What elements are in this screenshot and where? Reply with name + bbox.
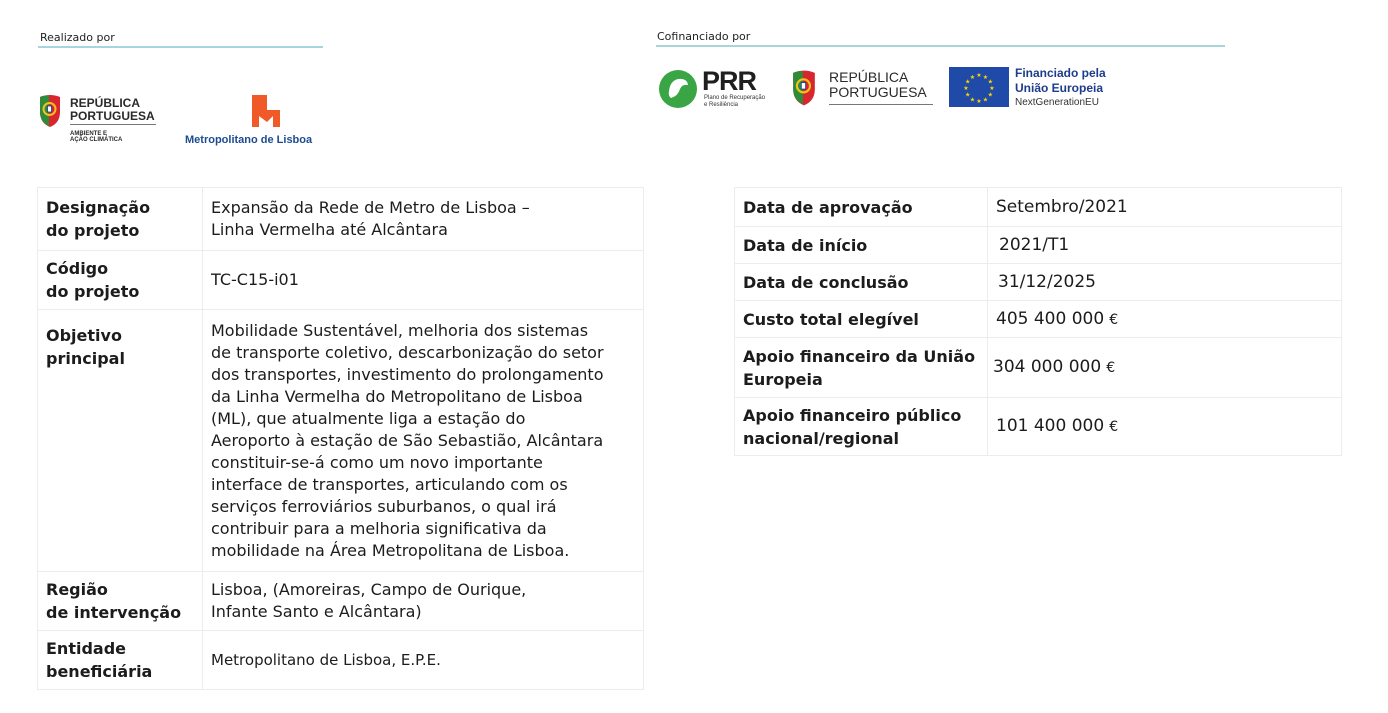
eu-funding-logo <box>949 66 1119 112</box>
table-row <box>38 631 644 690</box>
entidade-label: Entidade beneficiária <box>38 631 203 690</box>
project-details-table <box>37 187 644 690</box>
data-inicio-value: 2021/T1 <box>988 227 1342 264</box>
apoio-ue-cell <box>988 338 1342 398</box>
data-conclusao-value: 31/12/2025 <box>988 264 1342 301</box>
portuguese-shield-icon <box>38 94 62 128</box>
custo-total-value: 405 400 000 <box>996 308 1105 329</box>
custo-total-cell <box>988 301 1342 338</box>
table-row <box>735 398 1342 456</box>
table-row <box>38 251 644 310</box>
euro-symbol: € <box>1109 311 1119 328</box>
codigo-value: TC-C15-i01 <box>203 251 644 310</box>
republica-portuguesa-logo <box>791 68 941 110</box>
republica-portuguesa-ambiente-logo <box>38 93 173 153</box>
funding-table <box>734 187 1342 456</box>
apoio-nacional-value: 101 400 000 <box>996 416 1105 436</box>
table-row <box>735 301 1342 338</box>
svg-text:★: ★ <box>982 73 989 81</box>
svg-text:★: ★ <box>989 85 995 92</box>
table-row <box>38 188 644 251</box>
metropolitano-logo <box>185 94 325 150</box>
data-inicio-label: Data de início <box>735 227 988 264</box>
prr-circle-icon <box>658 68 698 110</box>
republica-portuguesa-text: REPÚBLICA PORTUGUESA <box>829 69 927 100</box>
svg-text:★: ★ <box>976 98 982 105</box>
prr-text: PRR <box>702 66 757 96</box>
svg-text:★: ★ <box>987 78 993 86</box>
svg-text:★: ★ <box>963 85 969 92</box>
custo-total-label: Custo total elegível <box>735 301 988 338</box>
designacao-label: Designação do projeto <box>38 188 203 251</box>
metropolitano-text: Metropolitano de Lisboa <box>185 134 313 146</box>
entidade-value: Metropolitano de Lisboa, E.P.E. <box>203 631 644 690</box>
ambiente-text: AMBIENTE E AÇÃO CLIMÁTICA <box>70 131 123 144</box>
table-row <box>735 264 1342 301</box>
designacao-value: Expansão da Rede de Metro de Lisboa – Linha Vermelha até Alcântara <box>203 188 644 251</box>
codigo-label: Código do projeto <box>38 251 203 310</box>
heading-divider <box>38 46 323 48</box>
portuguese-shield-icon <box>791 69 817 107</box>
svg-text:★: ★ <box>965 91 971 99</box>
apoio-ue-label: Apoio financeiro da União Europeia <box>735 338 988 398</box>
svg-text:★: ★ <box>976 72 982 79</box>
euro-symbol: € <box>1106 360 1116 376</box>
realizado-por-heading: Realizado por <box>40 31 115 44</box>
euro-symbol: € <box>1109 419 1119 435</box>
svg-text:★: ★ <box>987 91 993 99</box>
svg-text:★: ★ <box>969 96 976 104</box>
data-conclusao-label: Data de conclusão <box>735 264 988 301</box>
apoio-nacional-cell <box>988 398 1342 456</box>
table-row <box>38 572 644 631</box>
republica-portuguesa-text: REPÚBLICA PORTUGUESA <box>70 96 155 123</box>
objetivo-label: Objetivo principal <box>38 310 203 572</box>
logo-underline <box>70 124 156 125</box>
eu-flag-icon <box>949 67 1009 107</box>
svg-text:★: ★ <box>982 96 989 104</box>
svg-text:★: ★ <box>965 78 971 86</box>
logo-underline <box>829 104 933 105</box>
prr-logo <box>658 66 783 112</box>
regiao-label: Região de intervenção <box>38 572 203 631</box>
apoio-ue-value: 304 000 000 <box>993 357 1102 377</box>
eu-funding-text: Financiado pela União Europeia <box>1015 66 1106 95</box>
objetivo-value: Mobilidade Sustentável, melhoria dos sistemas de transporte coletivo, descarbonização do setor dos transportes, investimento do prolongamento da Linha Vermelha do Metropolitano de Lisboa (ML), que atualmente liga a estação do Aeroporto à estação de São Sebastião, Alcântara constituir-se-á como um novo importante interface de transportes, articulando com os serviços ferroviários suburbanos, o qual irá contribuir para a melhoria significativa da mobilidade na Área Metropolitana de Lisboa. <box>203 310 644 572</box>
table-row <box>735 338 1342 398</box>
prr-subtitle: Plano de Recuperação e Resiliência <box>704 95 766 108</box>
table-row <box>735 188 1342 227</box>
next-generation-eu-text: NextGenerationEU <box>1015 97 1099 108</box>
table-row <box>735 227 1342 264</box>
data-aprovacao-value: Setembro/2021 <box>988 188 1342 227</box>
table-row <box>38 310 644 572</box>
data-aprovacao-label: Data de aprovação <box>735 188 988 227</box>
cofinanciado-por-heading: Cofinanciado por <box>657 30 751 43</box>
regiao-value: Lisboa, (Amoreiras, Campo de Ourique, Infante Santo e Alcântara) <box>203 572 644 631</box>
svg-text:★: ★ <box>969 73 976 81</box>
heading-divider <box>656 45 1225 47</box>
ml-m-icon <box>251 94 281 128</box>
apoio-nacional-label: Apoio financeiro público nacional/regional <box>735 398 988 456</box>
